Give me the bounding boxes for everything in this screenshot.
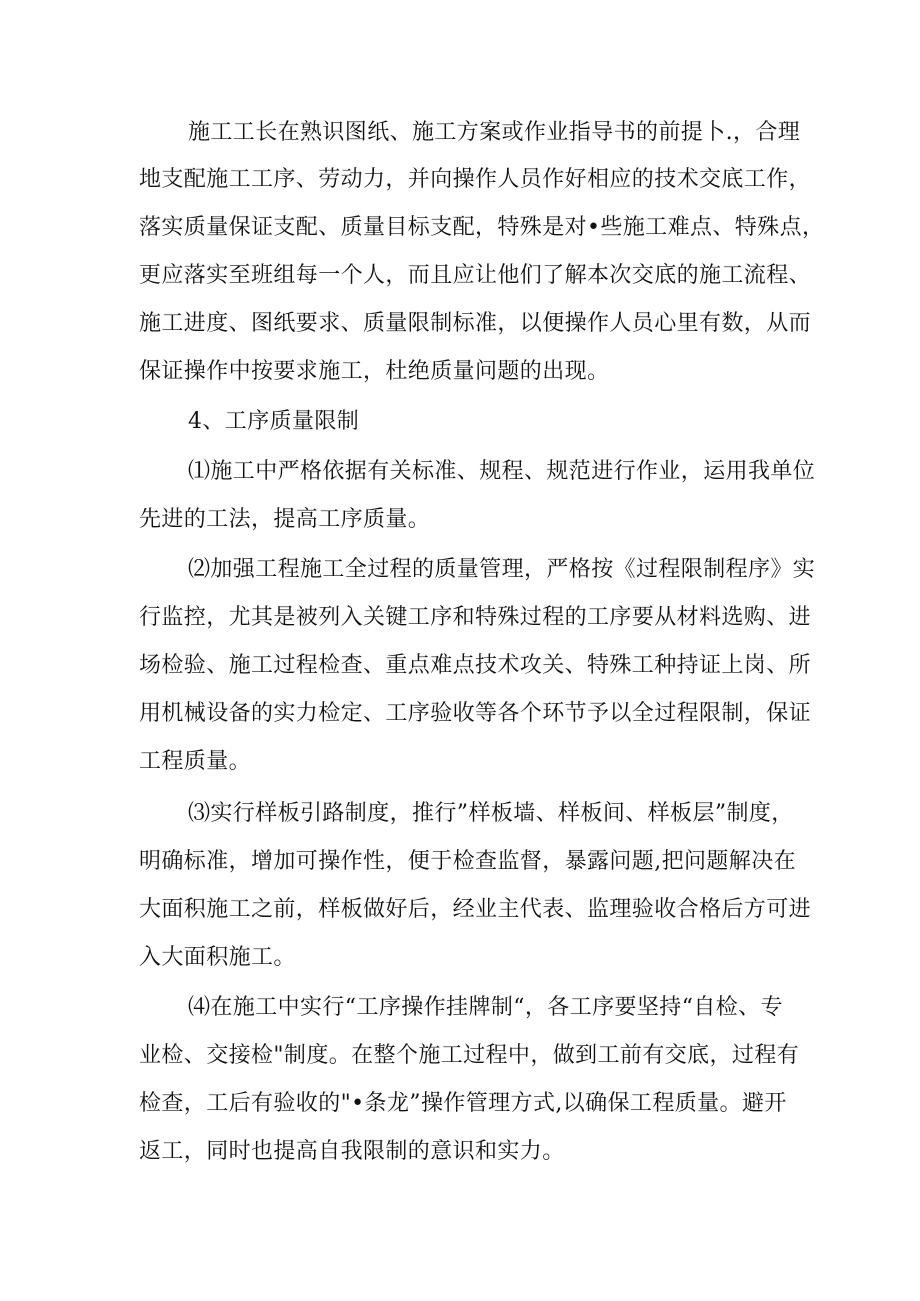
text-line: ⑷在施工中实行“工序操作挂牌制“，各工序要坚持“自检、专 <box>188 995 783 1020</box>
text-line: 工程质量。 <box>139 749 252 774</box>
text-line: 地支配施工工序、劳动力，并向操作人员作好相应的技术交底工作， <box>139 167 812 192</box>
text-line: ⑵加强工程施工全过程的质量管理，严格按《过程限制程序》实 <box>188 557 816 582</box>
text-line: ⑶实行样板引路制度，推行”样板墙、样板间、样板层”制度， <box>188 801 794 826</box>
text-line: 场检验、施工过程检查、重点难点技术攻关、特殊工种持证上岗、所 <box>139 653 812 678</box>
text-line: 入大面积施工。 <box>139 945 296 970</box>
text-line: 业检、交接检"制度。在整个施工过程中，做到工前有交底，过程有 <box>139 1043 800 1068</box>
text-line: 落实质量保证支配、质量目标支配，特殊是对•些施工难点、特殊点， <box>139 215 825 240</box>
text-line: 施工进度、图纸要求、质量限制标准，以便操作人员心里有数，从而 <box>139 311 812 336</box>
text-line: 保证操作中按要求施工，杜绝质量问题的出现。 <box>139 359 610 384</box>
text-line: 行监控，尤其是被列入关键工序和特殊过程的工序要从材料选购、进 <box>139 605 812 630</box>
text-line: 明确标准，增加可操作性，便于检查监督，暴露问题,把问题解决在 <box>139 849 796 874</box>
text-line: 检查，工后有验收的"•条龙”操作管理方式,以确保工程质量。避开 <box>139 1091 787 1116</box>
section-heading: 4、工序质量限制 <box>188 409 360 434</box>
text-line: 更应落实至班组每一个人，而且应让他们了解本次交底的施工流程、 <box>139 263 812 288</box>
text-line: 用机械设备的实力检定、工序验收等各个环节予以全过程限制，保证 <box>139 701 812 726</box>
text-line: 施工工长在熟识图纸、施工方案或作业指导书的前提卜.，合理 <box>188 120 801 145</box>
text-line: 返工，同时也提高自我限制的意识和实力。 <box>139 1139 565 1164</box>
text-line: 大面积施工之前，样板做好后，经业主代表、监理验收合格后方可进 <box>139 897 812 922</box>
text-line: ⑴施工中严格依据有关标准、规程、规范进行作业，运用我单位 <box>188 459 816 484</box>
text-line: 先进的工法，提高工序质量。 <box>139 507 431 532</box>
